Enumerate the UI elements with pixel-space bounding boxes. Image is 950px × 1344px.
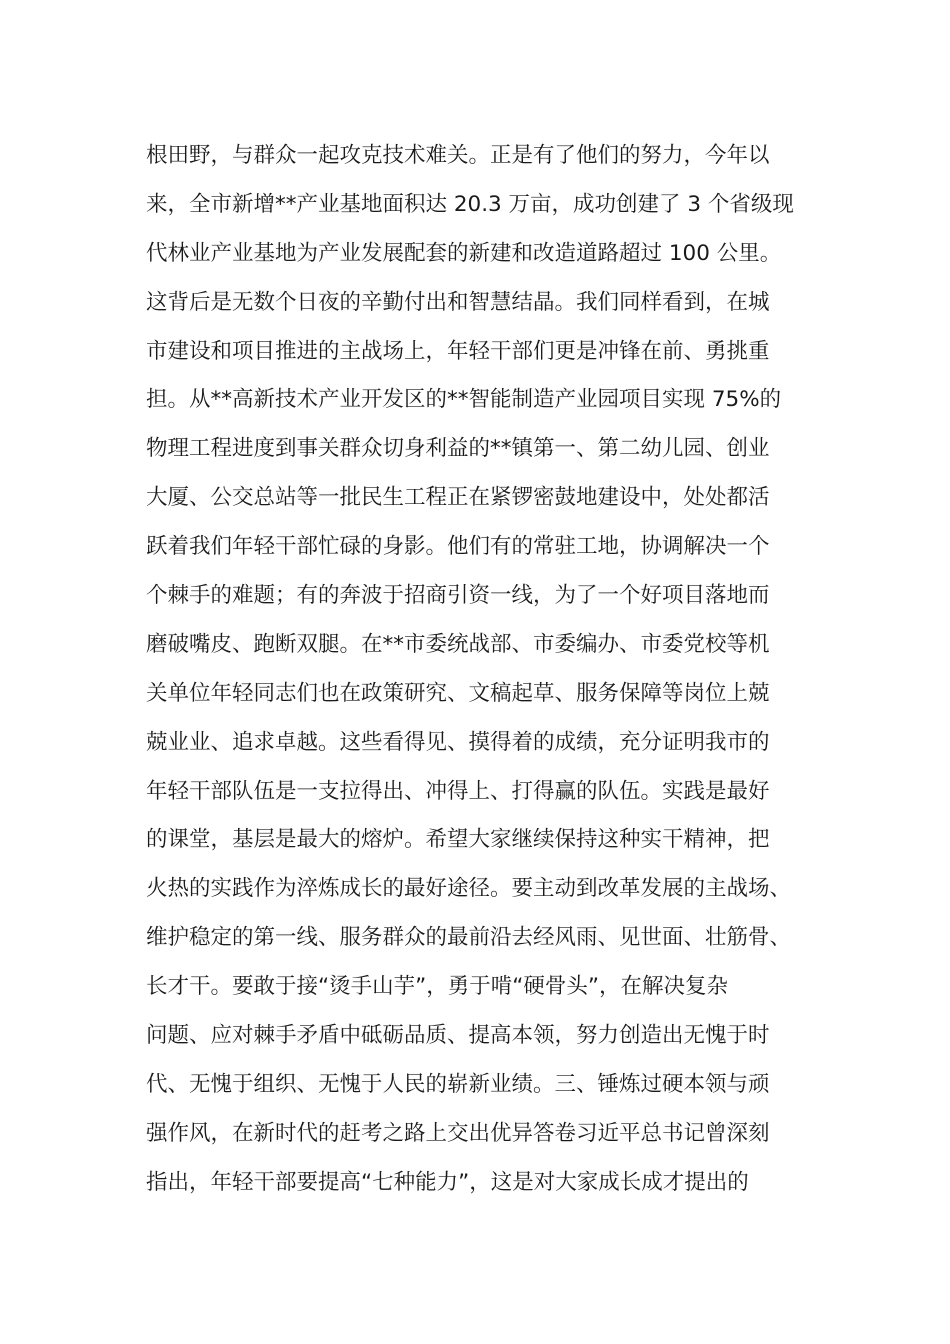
text-line: 市建设和项目推进的主战场上，年轻干部们更是冲锋在前、勇挑重 xyxy=(146,338,770,364)
text-line: 的课堂，基层是最大的熔炉。希望大家继续保持这种实干精神，把 xyxy=(146,827,770,853)
text-line: 问题、应对棘手矛盾中砥砺品质、提高本领，努力创造出无愧于时 xyxy=(146,1023,770,1049)
text-line: 大厦、公交总站等一批民生工程正在紧锣密鼓地建设中，处处都活 xyxy=(146,485,770,511)
text-line: 年轻干部队伍是一支拉得出、冲得上、打得赢的队伍。实践是最好 xyxy=(146,778,770,804)
text-line: 火热的实践作为淬炼成长的最好途径。要主动到改革发展的主战场、 xyxy=(146,876,792,902)
body-text xyxy=(146,132,836,1208)
text-line: 代林业产业基地为产业发展配套的新建和改造道路超过 100 公里。 xyxy=(146,240,782,266)
text-line: 根田野，与群众一起攻克技术难关。正是有了他们的努力，今年以 xyxy=(146,143,770,168)
text-line: 维护稳定的第一线、服务群众的最前沿去经风雨、见世面、壮筋骨、 xyxy=(146,925,792,951)
text-line: 个棘手的难题；有的奔波于招商引资一线，为了一个好项目落地而 xyxy=(146,583,770,609)
text-line: 兢业业、追求卓越。这些看得见、摸得着的成绩，充分证明我市的 xyxy=(146,729,770,755)
text-line: 指出，年轻干部要提高“七种能力”，这是对大家成长成才提出的 xyxy=(146,1169,749,1195)
text-line: 物理工程进度到事关群众切身利益的**镇第一、第二幼儿园、创业 xyxy=(146,436,770,462)
text-line: 这背后是无数个日夜的辛勤付出和智慧结晶。我们同样看到，在城 xyxy=(146,289,770,315)
text-line: 来，全市新增**产业基地面积达 20.3 万亩，成功创建了 3 个省级现 xyxy=(146,191,794,217)
text-line: 磨破嘴皮、跑断双腿。在**市委统战部、市委编办、市委党校等机 xyxy=(146,631,770,657)
text-line: 担。从**高新技术产业开发区的**智能制造产业园项目实现 75%的 xyxy=(146,387,782,413)
text-line: 长才干。要敢于接“烫手山芋”，勇于啃“硬骨头”，在解决复杂 xyxy=(146,974,729,1000)
text-line: 强作风，在新时代的赶考之路上交出优异答卷习近平总书记曾深刻 xyxy=(146,1120,770,1146)
text-line: 关单位年轻同志们也在政策研究、文稿起草、服务保障等岗位上兢 xyxy=(146,680,770,706)
text-line: 跃着我们年轻干部忙碌的身影。他们有的常驻工地，协调解决一个 xyxy=(146,534,770,560)
text-line: 代、无愧于组织、无愧于人民的崭新业绩。三、锤炼过硬本领与顽 xyxy=(146,1071,770,1097)
